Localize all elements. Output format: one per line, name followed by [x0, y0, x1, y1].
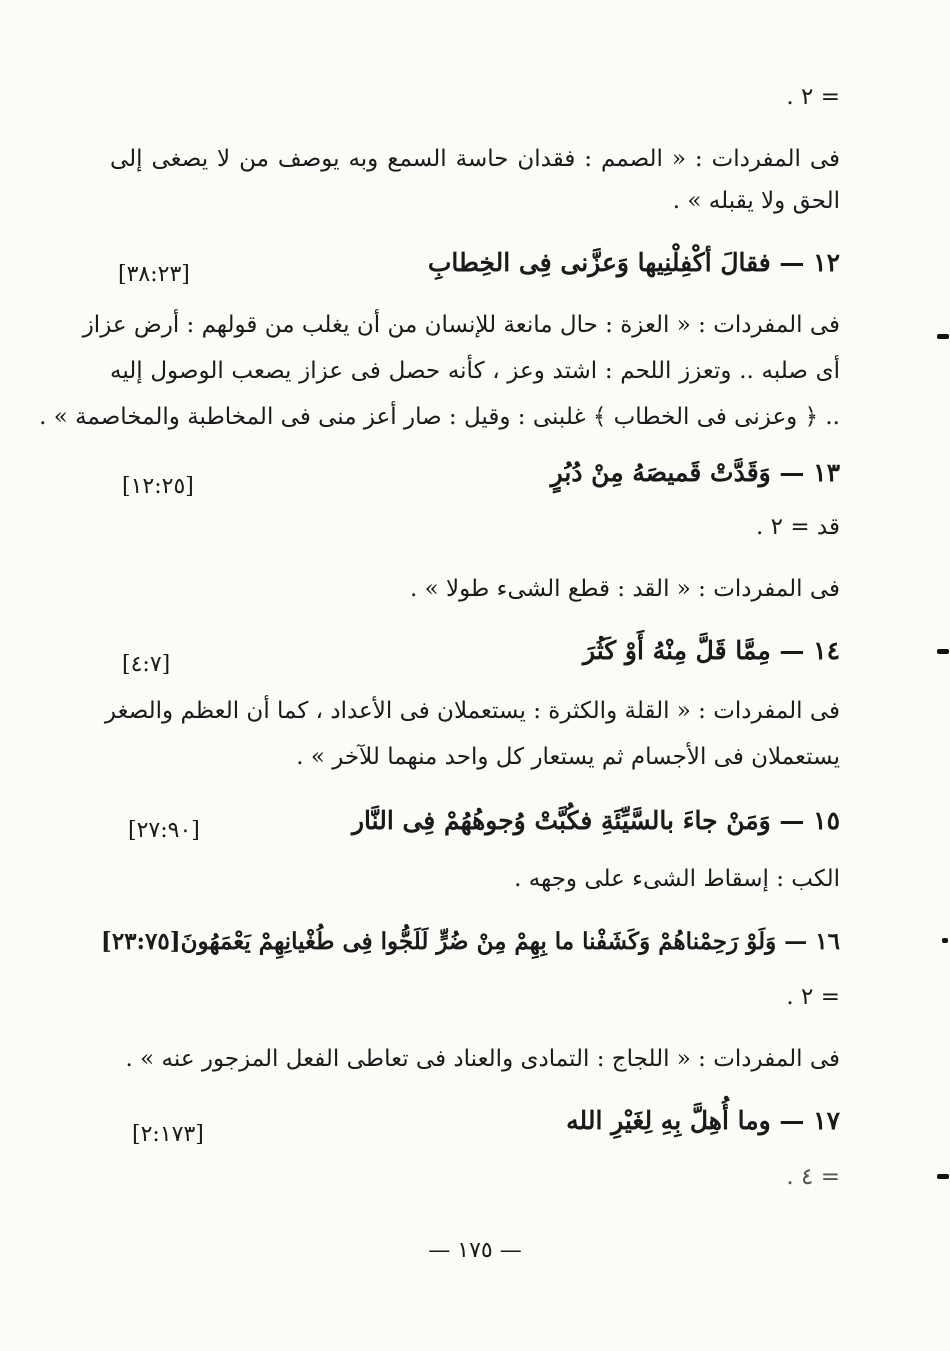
verse-17-ref: [٢:١٧٣]	[132, 1122, 204, 1147]
kabb-definition: الكب : إسقاط الشىء على وجهه .	[514, 866, 840, 892]
mufradat-line-1a: فى المفردات : « الصمم : فقدان حاسة السمع وبه يوصف من لا يصغى إلى	[110, 146, 840, 172]
verse-17: ١٧ — وما أُهِلَّ بِهِ لِغَيْرِ الله	[566, 1106, 840, 1135]
mufradat-line-1b: الحق ولا يقبله » .	[672, 188, 840, 214]
qad-equals-note: قد = ٢ .	[756, 514, 840, 540]
verse-12: ١٢ — فقالَ أكْفِلْنِيها وَعزَّنى فِى الخِطابِ	[427, 248, 840, 277]
verse-14-ref: [٤:٧]	[122, 652, 171, 677]
margin-mark	[942, 938, 948, 943]
mufradat-line-2c: .. ﴿ وعزنى فى الخطاب ﴾ غلبنى : وقيل : صار أعز منى فى المخاطبة والمخاصمة » .	[39, 404, 840, 430]
verse-13-ref: [١٢:٢٥]	[122, 474, 194, 499]
verse-12-ref: [٣٨:٢٣]	[118, 262, 190, 287]
equals-note-1: = ٢ .	[786, 84, 840, 110]
mufradat-line-2a: فى المفردات : « العزة : حال مانعة للإنسان من أن يغلب من قولهم : أرض عزاز	[82, 312, 840, 338]
mufradat-line-2b: أى صلبه .. وتعزز اللحم : اشتد وعز ، كأنه حصل فى عزاز يصعب الوصول إليه	[110, 358, 840, 384]
page-number: — ١٧٥ —	[428, 1238, 522, 1263]
verse-13: ١٣ — وَقَدَّتْ قَميصَهُ مِنْ دُبُرٍ	[550, 458, 840, 487]
margin-mark	[937, 1174, 949, 1179]
verse-14: ١٤ — مِمَّا قَلَّ مِنْهُ أَوْ كَثُرَ	[582, 636, 840, 665]
verse-15-ref: [٢٧:٩٠]	[128, 818, 200, 843]
margin-mark	[937, 334, 949, 339]
equals-note-2: = ٢ .	[786, 984, 840, 1010]
mufradat-line-5: فى المفردات : « اللجاج : التمادى والعناد فى تعاطى الفعل المزجور عنه » .	[125, 1046, 840, 1072]
mufradat-line-3: فى المفردات : « القد : قطع الشىء طولا » .	[410, 576, 840, 602]
margin-mark	[937, 649, 949, 654]
mufradat-line-4a: فى المفردات : « القلة والكثرة : يستعملان فى الأعداد ، كما أن العظم والصغر	[104, 698, 840, 724]
equals-note-4: = ٤ .	[786, 1164, 840, 1190]
mufradat-line-4b: يستعملان فى الأجسام ثم يستعار كل واحد منهما للآخر » .	[296, 744, 840, 770]
verse-15: ١٥ — وَمَنْ جاءَ بالسَّيِّئَةِ فكُبَّتْ وُجوهُهُمْ فِى النَّار	[351, 806, 840, 835]
verse-16: ١٦ — وَلَوْ رَحِمْناهُمْ وَكَشَفْنا ما بِهِمْ مِنْ ضُرٍّ لَلَجُّوا فِى طُغْيانِهِمْ يَعْمَهُونَ[٢٣:٧٥]	[100, 928, 840, 955]
